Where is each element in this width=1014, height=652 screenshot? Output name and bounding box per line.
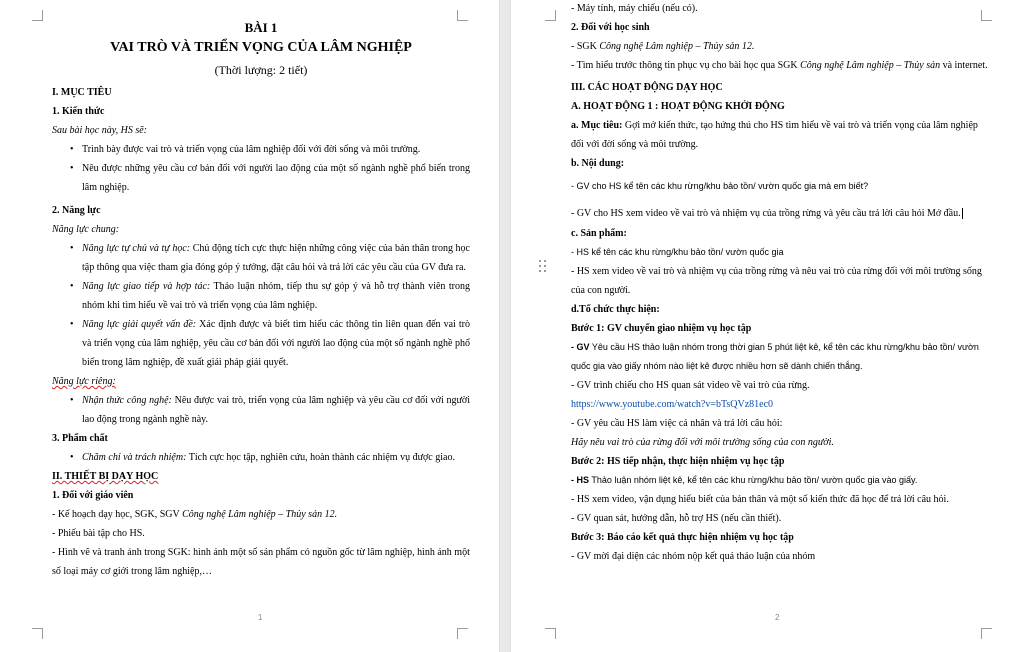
crop-mark	[545, 628, 556, 639]
text-run: - HS	[571, 475, 589, 485]
bullet-item	[82, 239, 470, 277]
text-cursor	[962, 208, 963, 219]
paragraph	[571, 338, 991, 376]
bullet-label: Nhận thức công nghệ:	[82, 395, 172, 406]
paragraph: - Hình vẽ và tranh ảnh trong SGK: hình ảnh một số sản phẩm có nguồn gốc từ lâm nghiệp, hình ảnh một số loại máy cơ giới trong lâm nghiệp,…	[52, 547, 470, 577]
subheading: 2. Đối với học sinh	[571, 22, 650, 33]
section-heading: I. MỤC TIÊU	[52, 87, 112, 98]
paragraph	[52, 505, 470, 524]
lesson-duration: (Thời lượng: 2 tiết)	[214, 63, 308, 77]
text-run: Công nghệ Lâm nghiệp – Thủy sản	[800, 60, 941, 71]
subheading: A. HOẠT ĐỘNG 1 : HOẠT ĐỘNG KHỞI ĐỘNG	[571, 101, 785, 112]
page-1-text[interactable]	[52, 0, 470, 581]
text-run: Thảo luận nhóm liệt kê, kể tên các khu rừng/khu bảo tồn/ vườn quốc gia vào giấy.	[589, 475, 918, 485]
paragraph: - GV mời đại diện các nhóm nộp kết quả thảo luận của nhóm	[571, 551, 816, 562]
text-run: - Tìm hiểu trước thông tin phục vụ cho bài học qua SGK	[571, 60, 801, 71]
page-number: 1	[258, 613, 263, 622]
bullet-text: Chủ động tích cực thực hiện những công việc của bản thân trong học tập thông qua việc tham gia đóng góp ý tưởng, đặt câu hỏi và trả lời các yêu cầu của GV đưa ra.	[82, 243, 470, 273]
paragraph	[571, 204, 991, 223]
paragraph: - GV cho HS kể tên các khu rừng/khu bảo tồn/ vườn quốc gia mà em biết?	[571, 181, 869, 191]
text-run: Công nghệ Lâm nghiệp – Thủy sản 12.	[182, 509, 338, 520]
subheading: 2. Năng lực	[52, 205, 101, 216]
text-run: Yêu cầu HS thảo luận nhóm trong thời gian 5 phút liệt kê, kể tên các khu rừng/khu bảo tồn/ vườn quốc gia vào giấy nhóm nào liệt kê được nhiều hơn sẽ dành chiến thắng.	[571, 342, 979, 371]
bullet-item	[82, 448, 470, 467]
crop-mark	[32, 628, 43, 639]
paragraph: - Máy tính, máy chiếu (nếu có).	[571, 3, 698, 14]
paragraph: Hãy nêu vai trò của rừng đối với môi trường sống của con người.	[571, 437, 834, 448]
paragraph	[52, 372, 470, 391]
bullet-text: Tích cực học tập, nghiên cứu, hoàn thành các nhiệm vụ được giao.	[186, 452, 455, 463]
paragraph: Sau bài học này, HS sẽ:	[52, 125, 147, 136]
page-number: 2	[775, 613, 780, 622]
text-run: Gợi mở kiến thức, tạo hứng thú cho HS tìm hiểu về vai trò và triển vọng của lâm nghiệp đối với đời sống và môi trường.	[571, 120, 978, 150]
text-run: - GV	[571, 342, 590, 352]
paragraph: - GV yêu cầu HS làm việc cá nhân và trả lời câu hỏi:	[571, 418, 783, 429]
text-run: - SGK	[571, 41, 600, 52]
spelling-flag: Năng lực riêng:	[52, 376, 116, 387]
crop-mark	[32, 10, 43, 21]
spelling-flag: II. THIẾT BỊ DẠY HỌC	[52, 471, 159, 482]
paragraph: - HS xem video, vận dụng hiểu biết của bản thân và một số kiến thức đã học để trả lời câu hỏi.	[571, 494, 949, 505]
paragraph	[571, 116, 991, 154]
lesson-title: VAI TRÒ VÀ TRIỂN VỌNG CỦA LÂM NGHIỆP	[110, 40, 412, 55]
paragraph	[571, 471, 991, 490]
paragraph	[571, 56, 991, 75]
bullet-item: • Nêu được những yêu cầu cơ bản đối với người lao động của một số ngành nghề phổ biến trong lâm nghiệp.	[82, 159, 470, 197]
subheading: Bước 3: Báo cáo kết quả thực hiện nhiệm vụ học tập	[571, 532, 794, 543]
bullet-list	[52, 391, 470, 429]
bullet-list	[52, 140, 470, 197]
bullet-item	[82, 277, 470, 315]
paragraph: Năng lực chung:	[52, 224, 120, 235]
document-page-2[interactable]	[511, 0, 1014, 652]
section-heading: III. CÁC HOẠT ĐỘNG DẠY HỌC	[571, 82, 723, 93]
text-run: - Kế hoạch dạy học, SGK, SGV	[52, 509, 183, 520]
section-heading	[52, 467, 470, 486]
paragraph: - Phiếu bài tập cho HS.	[52, 528, 145, 539]
bullet-text: Xác định được và biết tìm hiểu các thông tin liên quan đến vai trò và triển vọng của lâm nghiệp, yêu cầu cơ bản đối với người lao động của một số ngành nghề phổ biến trong lâm nghiệp, đề xuất giải pháp giải quyết.	[82, 319, 470, 368]
page-2-text[interactable]	[571, 0, 991, 566]
text-run: và internet.	[940, 60, 988, 71]
drag-handle-icon[interactable]	[539, 260, 547, 274]
subheading: Bước 1: GV chuyển giao nhiệm vụ học tập	[571, 323, 752, 334]
bullet-label: Chăm chỉ và trách nhiệm:	[82, 452, 187, 463]
paragraph	[571, 37, 991, 56]
subheading: 3. Phẩm chất	[52, 433, 108, 444]
paragraph: - HS xem video về vai trò và nhiệm vụ của trồng rừng và nêu vai trò của rừng đối với môi trường sống của con người.	[571, 266, 982, 296]
paragraph: - GV quan sát, hướng dẫn, hỗ trợ HS (nếu cần thiết).	[571, 513, 782, 524]
crop-mark	[457, 628, 468, 639]
subheading: b. Nội dung:	[571, 158, 625, 169]
bullet-item	[82, 315, 470, 372]
bullet-text: Nêu được vai trò, triển vọng của lâm nghiệp và yêu cầu cơ đối với người lao động trong ngành nghề này.	[82, 395, 470, 425]
bullet-label: Năng lực giao tiếp và hợp tác:	[82, 281, 211, 292]
bullet-item: • Trình bày được vai trò và triển vọng của lâm nghiệp đối với đời sống và môi trường.	[82, 140, 470, 159]
text-run: - GV cho HS xem video về vai trò và nhiệm vụ của trồng rừng và yêu cầu trả lời câu hỏi Mở đầu.	[571, 208, 961, 219]
subheading: 1. Đối với giáo viên	[52, 490, 134, 501]
bullet-list	[52, 239, 470, 372]
crop-mark	[981, 628, 992, 639]
paragraph: - GV trình chiếu cho HS quan sát video về vai trò của rừng.	[571, 380, 810, 391]
bullet-item	[82, 391, 470, 429]
subheading: c. Sản phẩm:	[571, 228, 627, 239]
bullet-text: Thảo luận nhóm, tiếp thu sự góp ý và hỗ trợ thành viên trong nhóm khi tìm hiểu về vai trò và triển vọng của lâm nghiệp.	[82, 281, 471, 311]
video-link[interactable]: https://www.youtube.com/watch?v=bTsQVz81ec0	[571, 399, 774, 410]
subheading: d.Tổ chức thực hiện:	[571, 304, 660, 315]
bullet-label: Năng lực giải quyết vấn đề:	[82, 319, 197, 330]
bullet-label: Năng lực tự chủ và tự học:	[82, 243, 191, 254]
subheading: Bước 2: HS tiếp nhận, thực hiện nhiệm vụ học tập	[571, 456, 785, 467]
subheading: 1. Kiến thức	[52, 106, 105, 117]
text-run: a. Mục tiêu:	[571, 120, 623, 131]
lesson-number: BÀI 1	[244, 20, 278, 35]
text-run: Công nghệ Lâm nghiệp – Thủy sản 12.	[599, 41, 755, 52]
bullet-list	[52, 448, 470, 467]
crop-mark	[545, 10, 556, 21]
document-page-1[interactable]	[0, 0, 499, 652]
paragraph: - HS kể tên các khu rừng/khu bảo tồn/ vườn quốc gia	[571, 247, 784, 257]
